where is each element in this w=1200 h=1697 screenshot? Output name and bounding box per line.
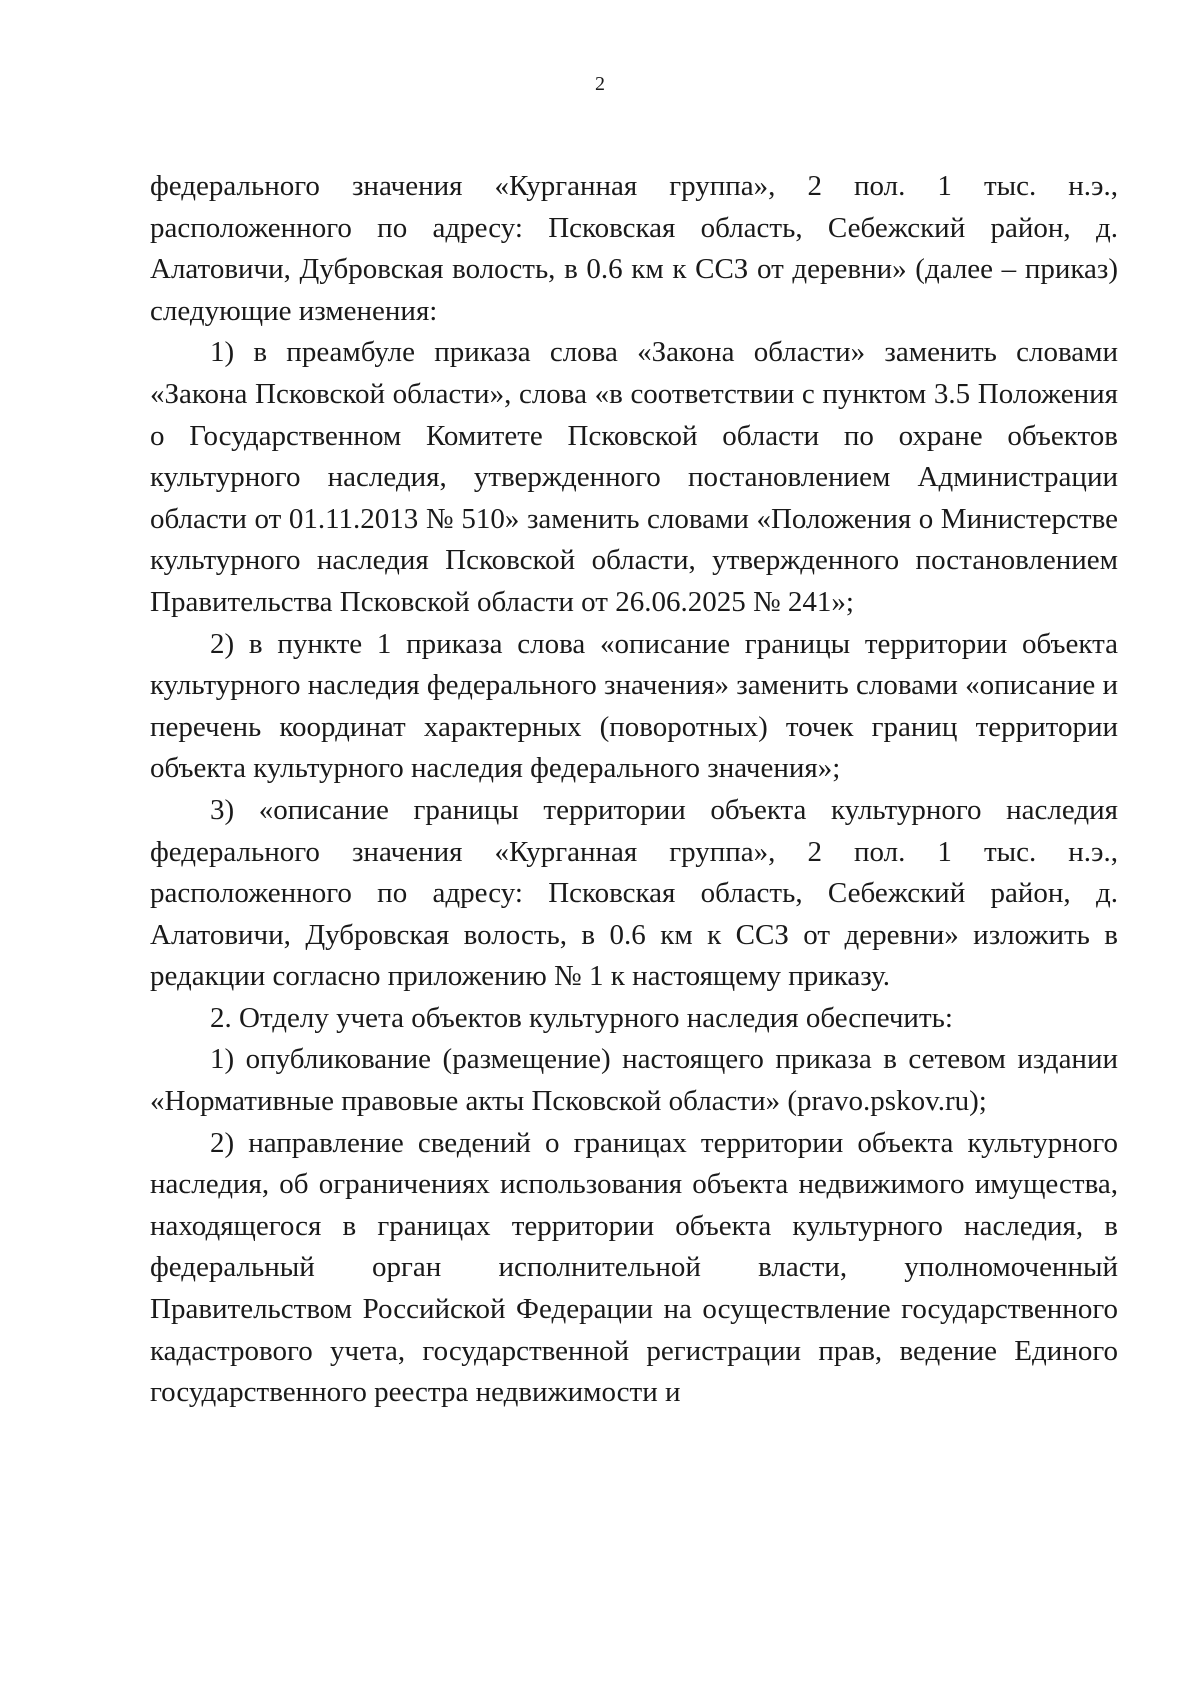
paragraph-item-3-description: 3) «описание границы территории объекта культурного наследия федерального значения «Курганная группа», 2 пол. 1 тыс. н.э., расположенного по адресу: Псковская область, Себежский район, д. Алатовичи, Дубровская волость, в 0.6 км к ССЗ от деревни» изложить в редакции согласно приложению № 1 к настоящему приказу. <box>150 793 1118 993</box>
paragraph-item-1-preamble: 1) в преамбуле приказа слова «Закона области» заменить словами «Закона Псковской области», слова «в соответствии с пунктом 3.5 Положения о Государственном Комитете Псковской области по охране объектов культурного наследия, утвержденного постановлением Администрации области от 01.11.2013 № 510» заменить словами «Положения о Министерстве культурного наследия Псковской области, утвержденного постановлением Правительства Псковской области от 26.06.2025 № 241»; <box>150 336 1118 618</box>
document-body <box>150 166 1118 1414</box>
page-number: 2 <box>595 73 605 95</box>
paragraph-section-2: 2. Отделу учета объектов культурного наследия обеспечить: <box>210 1001 953 1034</box>
paragraph-section-2-item-1: 1) опубликование (размещение) настоящего приказа в сетевом издании «Нормативные правовые акты Псковской области» (pravo.pskov.ru); <box>150 1043 1118 1118</box>
paragraph-item-2-point-1: 2) в пункте 1 приказа слова «описание границы территории объекта культурного наследия федерального значения» заменить словами «описание и перечень координат характерных (поворотных) точек границ территории объекта культурного наследия федерального значения»; <box>150 627 1118 785</box>
paragraph-continuation: федерального значения «Курганная группа», 2 пол. 1 тыс. н.э., расположенного по адресу: Псковская область, Себежский район, д. Алатовичи, Дубровская волость, в 0.6 км к ССЗ от деревни» (далее – приказ) следующие изменения: <box>150 170 1118 327</box>
paragraph-section-2-item-2: 2) направление сведений о границах территории объекта культурного наследия, об ограничениях использования объекта недвижимого имущества, находящегося в границах территории объекта культурного наследия, в федеральный орган исполнительной власти, уполномоченный Правительством Российской Федерации на осуществление государственного кадастрового учета, государственной регистрации прав, ведение Единого государственного реестра недвижимости и <box>150 1126 1118 1409</box>
